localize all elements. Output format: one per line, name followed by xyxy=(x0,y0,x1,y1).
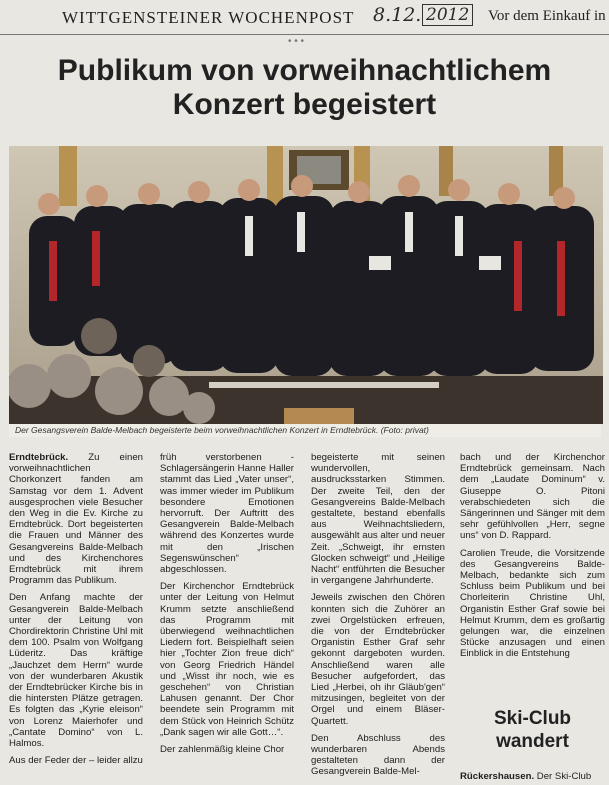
ski-club-dateline: Rückershausen. xyxy=(460,771,535,782)
paragraph-text: Zu einen vorweihnachtlichen Chorkonzert fanden am Samstag vor dem 1. Advent ausgesprochen viele Besucher den Weg in die Ev. Kirche zu Erndtebrück. Dort begeisterten die Frauen und Männer des Gesangvereins Balde-Melbach und des Kirchenchores Erndtebrück mit ihrem Programm das Publikum. xyxy=(9,452,143,587)
paragraph: Der Kirchenchor Erndtebrück unter der Leitung von Helmut Krumm setzte anschließend das Programm mit überwiegend weihnachtlichen Liedern fort. Beispielhaft seien hier „Tochter Zion freue dich“ von Georg Friedrich Händel und „Wisst ihr noch, wie es geschehen“ von Christian Lahusen genannt. Der Chor beendete sein Programm mit dem Stück von Heinrich Schütz „Dank sagen wir alle Gott…“. xyxy=(160,581,294,738)
paragraph: Carolien Treude, die Vorsitzende des Gesangvereins Balde-Melbach, bedankte sich zum Schluss beim Publikum und bei Chorleiterin Christine Uhl, Organistin Esther Graf sowie bei Helmut Krumm, dem es großartig gelungen war, die einzelnen Stücke anzusagen und einen Einblick in die Entstehung xyxy=(460,547,605,660)
article-column-4 xyxy=(460,452,605,666)
adjacent-article-heading: Vor dem Einkauf in xyxy=(488,8,606,24)
paragraph: früh verstorbenen - Schlagersängerin Hanne Haller stammt das Lied „Vater unser“, was immer wieder im Publikum besondere Emotionen hervorruft. Der Auftritt des Gesangverein Balde-Melbach während des Konzertes wurde mit den „Irischen Segenswünschen“ abgeschlossen. xyxy=(160,452,294,576)
photo-caption: Der Gesangsverein Balde-Melbach begeisterte beim vorweihnachtlichen Konzert in Erndtebrück. (Foto: privat) xyxy=(9,424,601,437)
choir-photo xyxy=(9,146,603,424)
handwritten-year: 2012 xyxy=(422,4,473,26)
paragraph: begeisterte mit seinen wundervollen, ausdrucksstarken Stimmen. Der zweite Teil, den der Gesangvereins Balde-Melbach gestaltete, bestand ebenfalls aus Weihnachtsliedern, ausgewählt aus alter und neuer Zeit. „Schweigt, ihr ernsten Glocken schweigt“ und „Heilige Nacht“ entführten die Besucher in vergangene Jahrhunderte. xyxy=(311,452,445,587)
ski-club-text xyxy=(460,771,605,782)
ski-club-text-start: Der Ski-Club xyxy=(536,771,592,782)
paragraph: Jeweils zwischen den Chören konnten sich die Zuhörer an zwei Orgelstücken erfreuen, die von der Erndtebrücker Organistin Esther Graf sehr gekonnt dargeboten wurden. Anschließend waren alle Besucher aufgefordert, das Lied „Herbei, oh ihr Gläub'gen“ mitzusingen, begleitet von der Orgel und einem Bläser-Quartett. xyxy=(311,592,445,727)
article-column-2 xyxy=(160,452,294,761)
paragraph: Den Anfang machte der Gesangverein Balde-Melbach unter der Leitung von Chordirektorin Christine Uhl mit dem 100. Psalm von Wolfgang Lüderitz. Das kräftige „Jauchzet dem Herrn“ wurde von der wunderbaren Akustik der Erndtebrücker Kirche bis in die hintersten Plätze getragen. Es folgten das „Kyrie eleison“ von Lorenz Maierhofer und „Cantate Domino“ von L. Halmos. xyxy=(9,592,143,750)
article-headline: Publikum von vorweihnachtlichem Konzert begeistert xyxy=(57,54,552,121)
paragraph: Aus der Feder der – leider allzu xyxy=(9,755,143,767)
article-column-1 xyxy=(9,452,143,772)
ski-club-headline: Ski-Club wandert xyxy=(493,708,572,752)
newspaper-name: WITTGENSTEINER WOCHENPOST xyxy=(62,8,355,27)
separator-dots: • • • xyxy=(288,36,305,47)
dateline: Erndtebrück. xyxy=(9,452,69,463)
masthead xyxy=(0,0,609,35)
paragraph: Der zahlenmäßig kleine Chor xyxy=(160,744,285,756)
paragraph xyxy=(9,452,143,586)
paragraph: Den Abschluss des wunderbaren Abends gestalteten dann der Gesangverein Balde-Mel- xyxy=(311,732,445,778)
article-column-3 xyxy=(311,452,445,784)
paragraph: bach und der Kirchenchor Erndtebrück gemeinsam. Nach dem „Laudate Dominum“ v. Giuseppe O. Pitoni verabschiedeten sich die Sängerinnen und Sänger mit dem sehr gefühlvollen „Herr, segne uns“ von D. Rappard. xyxy=(460,452,605,542)
handwritten-date: 8.12. xyxy=(373,4,422,26)
